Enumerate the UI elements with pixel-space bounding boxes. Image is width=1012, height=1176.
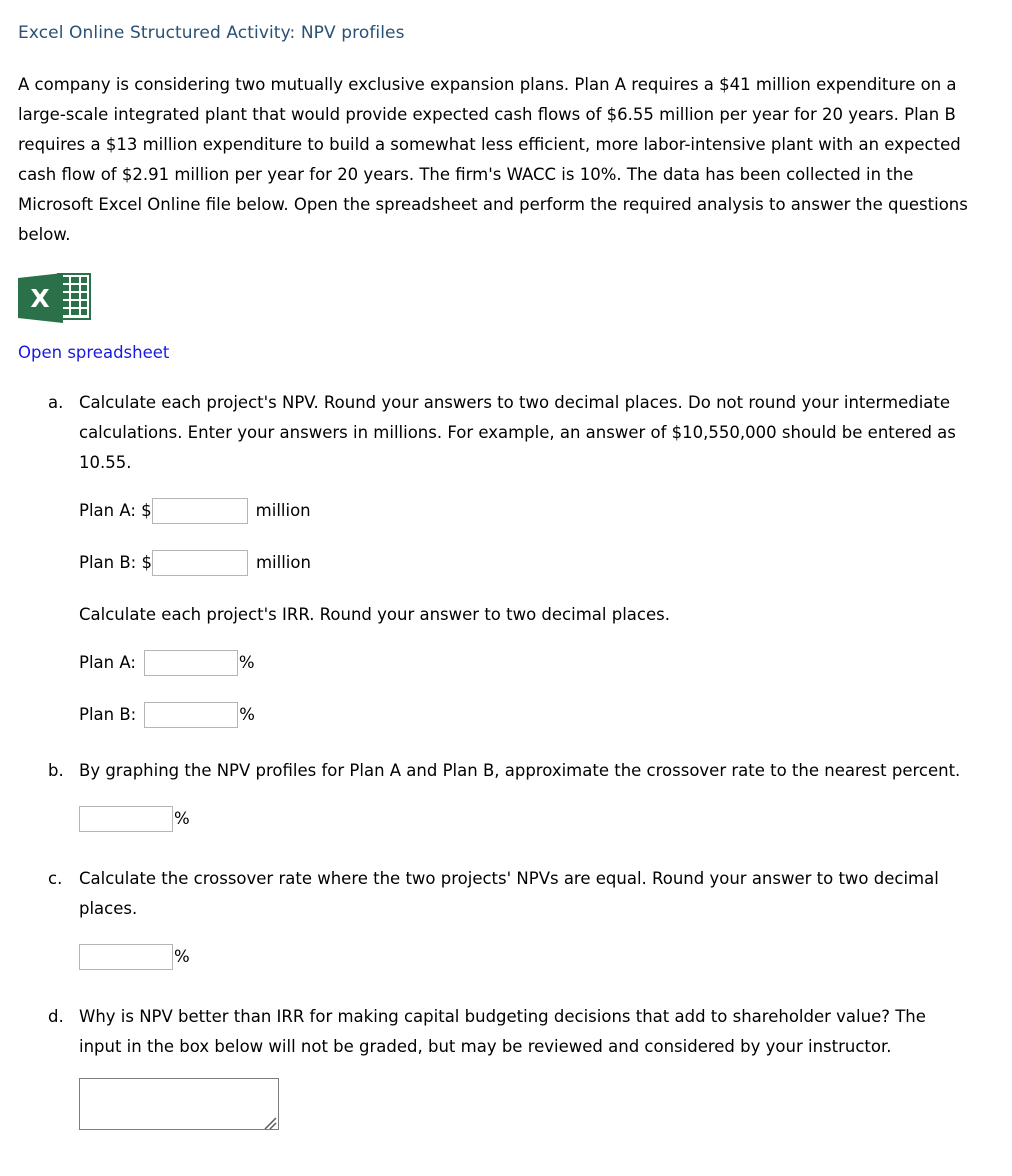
- question-d-text: Why is NPV better than IRR for making capital budgeting decisions that add to shareholder value? The input in the box below will not be graded, but may be reviewed and considered by your instructor.: [79, 1007, 926, 1056]
- question-c-text: Calculate the crossover rate where the two projects' NPVs are equal. Round your answer to two decimal places.: [79, 869, 939, 918]
- crossover-approx-row: [79, 804, 1012, 834]
- npv-plan-a-input[interactable]: [152, 498, 248, 524]
- question-b-marker: b.: [48, 761, 64, 780]
- question-a: [0, 388, 1012, 730]
- crossover-exact-unit: %: [174, 947, 190, 966]
- irr-plan-b-row: [79, 700, 1012, 730]
- irr-plan-b-label: Plan B:: [79, 705, 137, 724]
- crossover-exact-row: [79, 942, 1012, 972]
- essay-answer-wrap: [79, 1078, 279, 1130]
- irr-plan-b-unit: %: [239, 705, 255, 724]
- page-title: Excel Online Structured Activity: NPV profiles: [18, 23, 405, 43]
- crossover-approx-unit: %: [174, 809, 190, 828]
- question-b-text: By graphing the NPV profiles for Plan A and Plan B, approximate the crossover rate to the nearest percent.: [79, 761, 961, 780]
- npv-plan-b-input[interactable]: [152, 550, 248, 576]
- npv-plan-b-row: [79, 548, 1012, 578]
- question-d: [0, 1002, 1012, 1130]
- excel-spreadsheet-icon[interactable]: [18, 273, 91, 328]
- irr-plan-a-unit: %: [238, 653, 255, 672]
- question-a-text: Calculate each project's NPV. Round your answers to two decimal places. Do not round your intermediate calculations. Enter your answers in millions. For example, an answer of $10,550,000 should be entered as 10.55.: [79, 393, 956, 472]
- question-d-marker: d.: [48, 1007, 64, 1026]
- spreadsheet-block: [18, 273, 169, 362]
- npv-plan-b-unit: million: [255, 553, 311, 572]
- npv-plan-a-label: Plan A: $: [79, 501, 152, 520]
- crossover-exact-input[interactable]: [79, 944, 173, 970]
- svg-text:X: X: [30, 284, 50, 313]
- problem-statement: A company is considering two mutually exclusive expansion plans. Plan A requires a $41 million expenditure on a large-scale integrated plant that would provide expected cash flows of $6.55 million per year for 20 years. Plan B requires a $13 million expenditure to build a somewhat less efficient, more labor-intensive plant with an expected cash flow of $2.91 million per year for 20 years. The firm's WACC is 10%. The data has been collected in the Microsoft Excel Online file below. Open the spreadsheet and perform the required analysis to answer the questions below.: [18, 75, 968, 244]
- question-b: [0, 756, 1012, 834]
- question-c: [0, 864, 1012, 972]
- questions-list: [0, 388, 1012, 1130]
- essay-answer-textarea[interactable]: [79, 1078, 279, 1130]
- npv-plan-b-label: Plan B: $: [79, 553, 152, 572]
- irr-plan-a-row: [79, 648, 1012, 678]
- npv-plan-a-unit: million: [255, 501, 311, 520]
- crossover-approx-input[interactable]: [79, 806, 173, 832]
- npv-plan-a-row: [79, 496, 1012, 526]
- irr-plan-a-label: Plan A:: [79, 653, 136, 672]
- question-c-marker: c.: [48, 869, 63, 888]
- irr-plan-a-input[interactable]: [144, 650, 238, 676]
- question-a-marker: a.: [48, 393, 64, 412]
- question-a-irr-text: Calculate each project's IRR. Round your answer to two decimal places.: [79, 605, 670, 624]
- irr-plan-b-input[interactable]: [144, 702, 238, 728]
- open-spreadsheet-link[interactable]: Open spreadsheet: [18, 343, 170, 362]
